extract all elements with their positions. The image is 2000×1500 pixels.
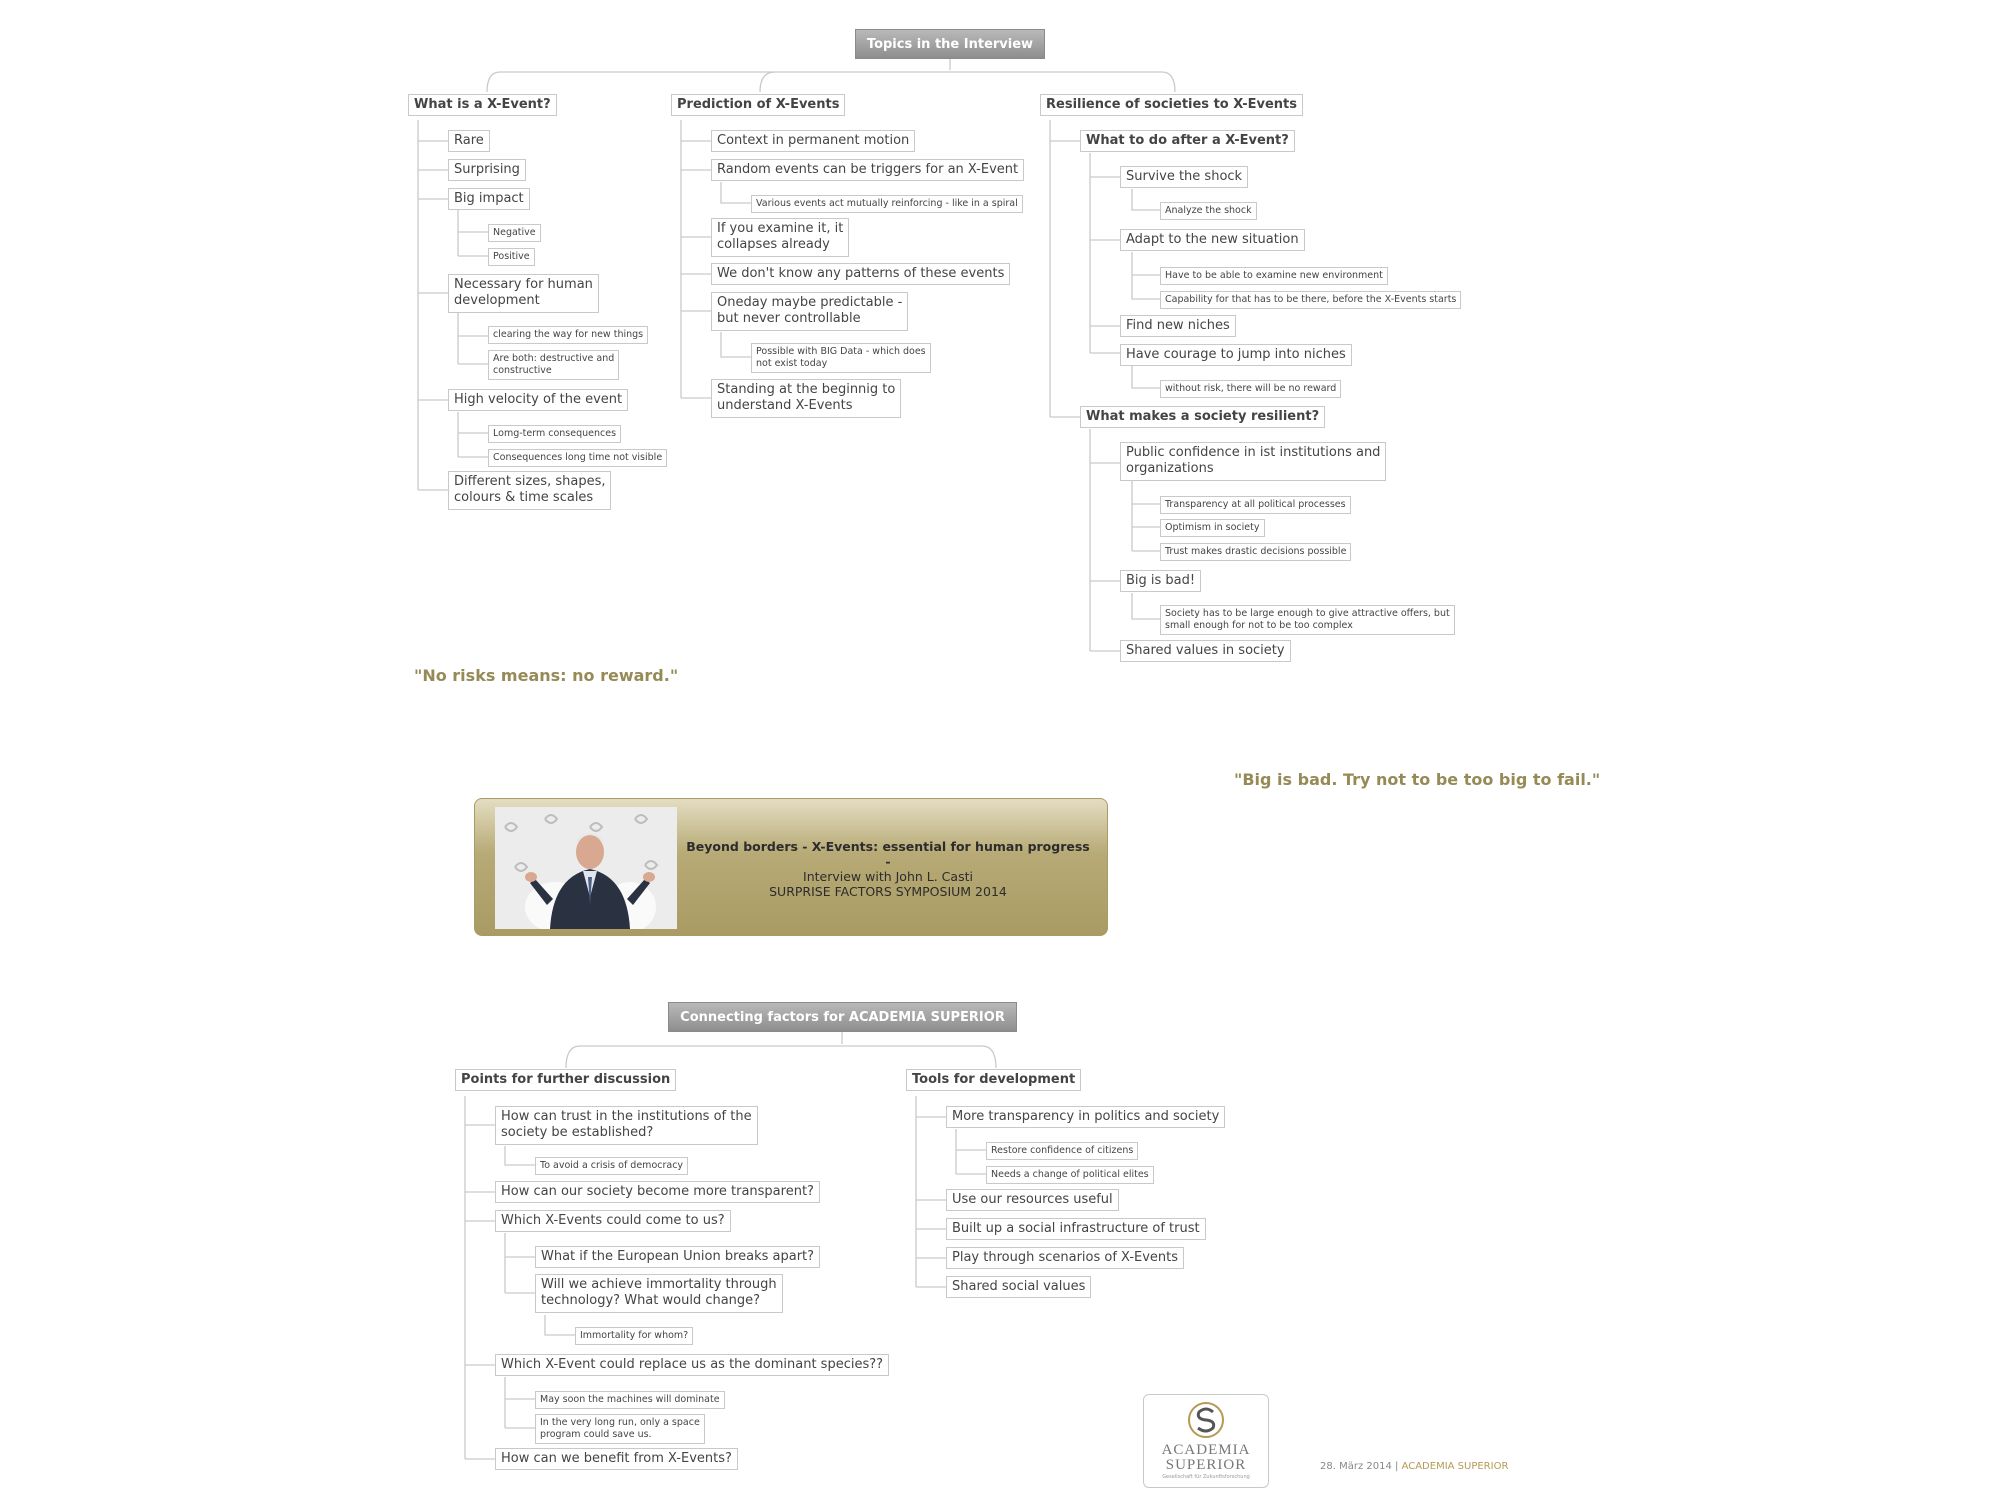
logo-word-superior: SUPERIOR (1165, 1457, 1247, 1473)
interview-video-card[interactable] (474, 798, 1108, 936)
branch-prediction[interactable]: Prediction of X-Events (671, 94, 845, 116)
node-society-resilient[interactable]: What makes a society resilient? (1080, 406, 1325, 428)
node-line: Will we achieve immortality through (541, 1277, 777, 1292)
node-social-infrastructure[interactable]: Built up a social infrastructure of trust (946, 1218, 1206, 1240)
node-line: development (454, 293, 540, 309)
node-line: technology? What would change? (541, 1293, 761, 1309)
node-clearing-way[interactable]: clearing the way for new things (488, 326, 648, 344)
branch-what-is-x-event[interactable]: What is a X-Event? (408, 94, 557, 116)
node-examine-environment[interactable]: Have to be able to examine new environment (1160, 267, 1388, 285)
node-public-confidence[interactable] (1120, 442, 1386, 481)
node-line: collapses already (717, 237, 830, 253)
node-big-data[interactable] (751, 343, 931, 373)
node-eu-breaks-apart[interactable]: What if the European Union breaks apart? (535, 1246, 820, 1268)
node-more-transparency[interactable]: More transparency in politics and society (946, 1106, 1225, 1128)
node-shared-values[interactable]: Shared values in society (1120, 640, 1291, 662)
node-line: program could save us. (540, 1428, 652, 1440)
interview-title: Beyond borders - X-Events: essential for human progress (686, 839, 1090, 854)
node-transparency-processes[interactable]: Transparency at all political processes (1160, 496, 1351, 514)
node-line: colours & time scales (454, 490, 594, 506)
node-line: constructive (493, 364, 552, 376)
map-title-topics[interactable]: Topics in the Interview (855, 29, 1045, 59)
node-more-transparent[interactable]: How can our society become more transparent? (495, 1181, 820, 1203)
node-negative[interactable]: Negative (488, 224, 541, 242)
node-line: Are both: destructive and (493, 353, 615, 364)
node-trust-drastic[interactable]: Trust makes drastic decisions possible (1160, 543, 1351, 561)
node-line: Oneday maybe predictable - (717, 295, 903, 310)
node-machines-dominate[interactable]: May soon the machines will dominate (535, 1391, 725, 1409)
quote-no-risks: "No risks means: no reward." (414, 666, 679, 685)
node-consequences-not-visible[interactable]: Consequences long time not visible (488, 449, 667, 467)
node-oneday-predictable[interactable] (711, 292, 908, 331)
node-trust-institutions[interactable] (495, 1106, 758, 1145)
node-courage-niches[interactable]: Have courage to jump into niches (1120, 344, 1352, 366)
node-space-program[interactable] (535, 1414, 705, 1444)
node-crisis-democracy[interactable]: To avoid a crisis of democracy (535, 1157, 688, 1175)
node-big-is-bad[interactable]: Big is bad! (1120, 570, 1201, 592)
node-line: How can trust in the institutions of the (501, 1109, 752, 1124)
node-analyze-shock[interactable]: Analyze the shock (1160, 202, 1257, 220)
node-surprising[interactable]: Surprising (448, 159, 526, 181)
node-find-new-niches[interactable]: Find new niches (1120, 315, 1236, 337)
interview-dash: - (885, 854, 891, 869)
node-positive[interactable]: Positive (488, 248, 535, 266)
interview-caption (683, 839, 1093, 899)
speaker-photo-illustration (495, 807, 677, 929)
branch-tools-development[interactable]: Tools for development (906, 1069, 1081, 1091)
branch-resilience[interactable]: Resilience of societies to X-Events (1040, 94, 1303, 116)
node-high-velocity[interactable]: High velocity of the event (448, 389, 628, 411)
academia-superior-logo (1143, 1394, 1269, 1488)
node-random-events-triggers[interactable]: Random events can be triggers for an X-Event (711, 159, 1024, 181)
node-different-sizes[interactable] (448, 471, 611, 510)
node-no-reward[interactable]: without risk, there will be no reward (1160, 380, 1341, 398)
node-replace-dominant-species[interactable]: Which X-Event could replace us as the dominant species?? (495, 1354, 889, 1376)
node-line: Different sizes, shapes, (454, 474, 606, 489)
logo-word-academia: ACADEMIA (1161, 1442, 1251, 1458)
node-survive-shock[interactable]: Survive the shock (1120, 166, 1248, 188)
footer-date: 28. März 2014 | (1320, 1461, 1399, 1472)
interview-photo[interactable] (495, 807, 677, 929)
logo-emblem-icon (1186, 1401, 1226, 1439)
interview-event: SURPRISE FACTORS SYMPOSIUM 2014 (769, 884, 1007, 899)
node-restore-confidence[interactable]: Restore confidence of citizens (986, 1142, 1138, 1160)
node-shared-social-values[interactable]: Shared social values (946, 1276, 1091, 1298)
node-line: organizations (1126, 461, 1214, 477)
quote-big-is-bad: "Big is bad. Try not to be too big to fail." (1234, 770, 1601, 789)
node-which-x-events[interactable]: Which X-Events could come to us? (495, 1210, 731, 1232)
node-what-to-do-after[interactable]: What to do after a X-Event? (1080, 130, 1295, 152)
node-no-patterns[interactable]: We don't know any patterns of these events (711, 263, 1010, 285)
node-large-enough[interactable] (1160, 605, 1455, 635)
node-line: Necessary for human (454, 277, 593, 292)
branch-further-discussion[interactable]: Points for further discussion (455, 1069, 676, 1091)
node-standing-beginning[interactable] (711, 379, 901, 418)
node-line: society be established? (501, 1125, 654, 1141)
node-necessary-human-development[interactable] (448, 274, 599, 313)
footer-brand: ACADEMIA SUPERIOR (1401, 1461, 1509, 1472)
node-big-impact[interactable]: Big impact (448, 188, 530, 210)
node-line: small enough for not to be too complex (1165, 619, 1353, 631)
node-immortality-whom[interactable]: Immortality for whom? (575, 1327, 693, 1345)
node-line: Public confidence in ist institutions and (1126, 445, 1381, 460)
node-optimism[interactable]: Optimism in society (1160, 519, 1265, 537)
node-use-resources[interactable]: Use our resources useful (946, 1189, 1119, 1211)
footer (1320, 1461, 1508, 1472)
node-line: but never controllable (717, 311, 861, 327)
node-line: In the very long run, only a space (540, 1417, 700, 1428)
node-rare[interactable]: Rare (448, 130, 490, 152)
map-title-connecting-factors[interactable]: Connecting factors for ACADEMIA SUPERIOR (668, 1002, 1017, 1032)
node-line: Standing at the beginnig to (717, 382, 896, 397)
node-long-term-consequences[interactable]: Lomg-term consequences (488, 425, 621, 443)
node-destructive-constructive[interactable] (488, 350, 619, 380)
node-line: Possible with BIG Data - which does (756, 346, 926, 357)
node-line: not exist today (756, 357, 828, 369)
node-benefit-x-events[interactable]: How can we benefit from X-Events? (495, 1448, 738, 1470)
node-capability[interactable]: Capability for that has to be there, before the X-Events starts (1160, 291, 1461, 309)
node-line: Society has to be large enough to give attractive offers, but (1165, 608, 1450, 619)
interview-subtitle: Interview with John L. Casti (803, 869, 973, 884)
node-change-elites[interactable]: Needs a change of political elites (986, 1166, 1154, 1184)
node-various-events-spiral[interactable]: Various events act mutually reinforcing - like in a spiral (751, 195, 1023, 213)
node-line: If you examine it, it (717, 221, 844, 236)
node-context-permanent-motion[interactable]: Context in permanent motion (711, 130, 915, 152)
node-immortality-technology[interactable] (535, 1274, 783, 1313)
node-line: understand X-Events (717, 398, 853, 414)
logo-tagline: Gesellschaft für Zukunftsforschung (1162, 1474, 1250, 1480)
node-play-scenarios[interactable]: Play through scenarios of X-Events (946, 1247, 1184, 1269)
node-adapt-new-situation[interactable]: Adapt to the new situation (1120, 229, 1305, 251)
node-examine-collapses[interactable] (711, 218, 849, 257)
